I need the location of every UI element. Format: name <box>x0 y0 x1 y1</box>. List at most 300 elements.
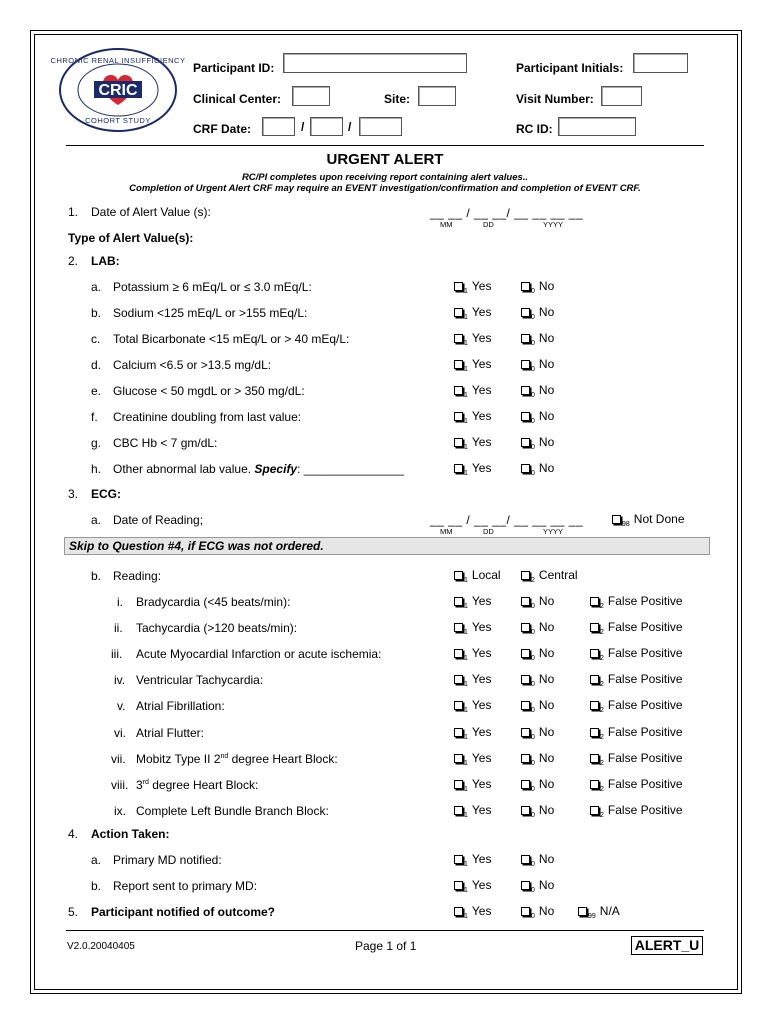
svg-text:CRIC: CRIC <box>98 82 138 99</box>
no-option[interactable] <box>521 646 554 662</box>
lab-item-label: Total Bicarbonate <15 mEq/L or > 40 mEq/L: <box>113 332 350 346</box>
q3a-label: Date of Reading; <box>113 513 204 527</box>
checkbox-icon[interactable] <box>454 412 463 421</box>
yes-option[interactable] <box>454 777 491 793</box>
option-label: False Positive <box>607 672 683 687</box>
yes-option[interactable] <box>454 725 491 741</box>
q1-label: Date of Alert Value (s): <box>91 205 211 219</box>
checkbox-icon[interactable] <box>612 515 621 524</box>
option-code: 0 <box>531 655 535 663</box>
option-code: 0 <box>531 811 535 819</box>
option-code: 0 <box>531 887 535 894</box>
ecg-item-label: Ventricular Tachycardia: <box>136 673 264 688</box>
checkbox-icon[interactable] <box>454 623 463 632</box>
checkbox-icon[interactable] <box>454 308 463 317</box>
no-option[interactable] <box>521 305 554 321</box>
option-label: No <box>538 904 555 918</box>
skip-instruction-bar <box>64 537 710 555</box>
yes-option[interactable] <box>454 852 491 868</box>
checkbox-icon[interactable] <box>521 308 530 317</box>
ecg-item-text: 3 <box>136 777 143 792</box>
q1-number: 1. <box>68 205 79 219</box>
option-code: 2 <box>531 577 535 584</box>
ecg-item-numeral: ii. <box>114 621 123 636</box>
no-option[interactable] <box>521 751 554 767</box>
option-code: 0 <box>531 861 535 868</box>
svg-text:CHRONIC RENAL INSUFFICIENCY: CHRONIC RENAL INSUFFICIENCY <box>50 56 186 65</box>
type-heading: Type of Alert Value(s): <box>68 231 194 245</box>
checkbox-icon[interactable] <box>454 754 463 763</box>
form-title: URGENT ALERT <box>326 151 444 168</box>
checkbox-icon[interactable] <box>454 806 463 815</box>
option-label: No <box>538 852 555 866</box>
checkbox-icon[interactable] <box>454 907 463 916</box>
checkbox-icon[interactable] <box>454 438 463 447</box>
page-number: Page 1 of 1 <box>355 939 417 953</box>
participant-initials-label: Participant Initials: <box>516 61 624 75</box>
ecg-item-label: Tachycardia (>120 beats/min): <box>136 621 298 636</box>
ecg-item-numeral: vii. <box>111 751 126 766</box>
q4a-letter: a. <box>91 853 102 867</box>
checkbox-icon[interactable] <box>521 386 530 395</box>
option-code: 1 <box>464 733 468 741</box>
no-option[interactable] <box>521 803 554 819</box>
option-label: Yes <box>471 305 492 319</box>
date-yyyy-label: YYYY <box>543 527 564 536</box>
checkbox-icon[interactable] <box>521 907 530 916</box>
checkbox-icon[interactable] <box>521 360 530 369</box>
option-code: 0 <box>531 759 535 767</box>
option-code: 2 <box>600 811 604 819</box>
lab-item-letter: e. <box>91 384 102 398</box>
checkbox-icon[interactable] <box>454 282 463 291</box>
lab-item-letter: g. <box>91 436 102 450</box>
checkbox-icon[interactable] <box>590 675 599 684</box>
option-label: No <box>538 331 555 345</box>
no-option[interactable] <box>521 904 554 920</box>
ecg-item-numeral: ix. <box>114 803 126 818</box>
yes-option[interactable] <box>454 594 491 610</box>
no-option[interactable] <box>521 435 554 451</box>
option-code: 1 <box>464 418 468 425</box>
lab-item-letter: c. <box>91 332 101 346</box>
false-positive-option[interactable] <box>590 646 683 662</box>
option-label: Yes <box>471 409 492 423</box>
option-code: 2 <box>600 603 604 610</box>
option-code: 0 <box>531 366 535 373</box>
ecg-item-numeral: i. <box>117 595 123 609</box>
option-label: False Positive <box>607 698 683 713</box>
date-slash: / <box>348 120 352 134</box>
checkbox-icon[interactable] <box>454 571 463 580</box>
option-code: 0 <box>531 629 535 637</box>
option-code: 1 <box>464 913 468 920</box>
option-code: 99 <box>588 913 596 920</box>
instruction-note-1: RC/PI completes upon receiving report containing alert values.. <box>241 172 529 183</box>
checkbox-icon[interactable] <box>454 780 463 789</box>
option-code: 1 <box>464 314 468 321</box>
date-yyyy-label: YYYY <box>543 220 564 229</box>
alert-date-field[interactable]: __ __ / __ __/ __ __ __ __ <box>430 206 584 220</box>
checkbox-icon[interactable] <box>521 282 530 291</box>
crf-date-day-field[interactable] <box>310 117 343 136</box>
q4-label: Action Taken: <box>91 827 170 841</box>
date-mm-label: MM <box>440 527 453 536</box>
date-dd-label: DD <box>483 527 494 536</box>
checkbox-icon[interactable] <box>578 907 587 916</box>
checkbox-icon[interactable] <box>521 334 530 343</box>
option-code: 2 <box>600 759 604 767</box>
no-option[interactable] <box>521 279 554 295</box>
q5-number: 5. <box>68 905 79 919</box>
option-code: 1 <box>464 366 468 373</box>
yes-option[interactable] <box>454 904 491 920</box>
lab-item-text: Other abnormal lab value. <box>113 462 252 476</box>
no-option[interactable] <box>521 383 554 399</box>
checkbox-icon[interactable] <box>454 597 463 606</box>
option-label: No <box>538 672 555 687</box>
false-positive-option[interactable] <box>590 803 683 819</box>
option-label: Yes <box>471 620 492 635</box>
no-option[interactable] <box>521 409 554 425</box>
option-label: Yes <box>471 331 492 345</box>
option-code: 0 <box>531 418 535 425</box>
option-label: Yes <box>471 878 492 892</box>
option-code: 0 <box>531 392 535 399</box>
option-code: 2 <box>600 655 604 663</box>
false-positive-option[interactable] <box>590 594 683 610</box>
ecg-item-text: degree Heart Block: <box>148 777 259 792</box>
checkbox-icon[interactable] <box>521 754 530 763</box>
option-code: 2 <box>600 785 604 793</box>
option-label: Not Done <box>633 512 685 526</box>
yes-option[interactable] <box>454 751 491 767</box>
na-option[interactable] <box>578 904 620 920</box>
no-option[interactable] <box>521 698 554 714</box>
svg-text:COHORT STUDY: COHORT STUDY <box>85 116 151 125</box>
option-code: 98 <box>622 521 630 528</box>
crf-date-year-field[interactable] <box>359 117 402 136</box>
option-label: No <box>538 435 555 449</box>
checkbox-icon[interactable] <box>521 780 530 789</box>
no-option[interactable] <box>521 878 554 894</box>
participant-id-field[interactable] <box>283 53 467 73</box>
lab-item-label <box>113 462 404 476</box>
option-label: Yes <box>471 750 492 765</box>
date-dd-label: DD <box>483 220 494 229</box>
option-code: 2 <box>600 629 604 637</box>
option-code: 0 <box>531 681 535 689</box>
option-label: No <box>538 594 555 608</box>
option-code: 0 <box>531 733 535 741</box>
false-positive-option[interactable] <box>590 620 683 636</box>
yes-option[interactable] <box>454 279 491 295</box>
q2-number: 2. <box>68 254 79 268</box>
yes-option[interactable] <box>454 435 491 451</box>
q3b-letter: b. <box>91 569 102 583</box>
yes-option[interactable] <box>454 409 491 425</box>
checkbox-icon[interactable] <box>454 464 463 473</box>
checkbox-icon[interactable] <box>590 649 599 658</box>
no-option[interactable] <box>521 331 554 347</box>
option-code: 1 <box>464 444 468 451</box>
option-code: 1 <box>464 707 468 715</box>
option-code: 1 <box>464 577 468 584</box>
checkbox-icon[interactable] <box>454 649 463 658</box>
option-label: N/A <box>599 904 620 918</box>
option-code: 0 <box>531 340 535 347</box>
no-option[interactable] <box>521 461 554 477</box>
option-code: 2 <box>600 733 604 741</box>
option-label: Yes <box>471 594 492 608</box>
false-positive-option[interactable] <box>590 672 683 688</box>
option-code: 1 <box>464 470 468 477</box>
option-code: 0 <box>531 470 535 477</box>
ecg-item-label: Atrial Flutter: <box>136 725 205 740</box>
ecg-item-numeral: vi. <box>114 725 126 740</box>
option-label: Yes <box>471 435 492 449</box>
lab-item-letter: d. <box>91 358 102 372</box>
q5-label: Participant notified of outcome? <box>91 905 276 919</box>
option-label: Yes <box>471 904 492 918</box>
option-label: Yes <box>471 724 492 739</box>
option-label: False Positive <box>607 750 683 765</box>
option-code: 1 <box>464 681 468 689</box>
option-code: 1 <box>464 655 468 663</box>
q2-label: LAB: <box>91 254 120 268</box>
yes-option[interactable] <box>454 803 491 819</box>
option-label: Local <box>471 568 501 582</box>
checkbox-icon[interactable] <box>454 360 463 369</box>
q4-number: 4. <box>68 827 79 841</box>
ecg-item-label: Complete Left Bundle Branch Block: <box>136 803 329 818</box>
option-label: No <box>538 698 555 713</box>
checkbox-icon[interactable] <box>454 675 463 684</box>
option-label: No <box>538 724 555 739</box>
yes-option[interactable] <box>454 646 491 662</box>
no-option[interactable] <box>521 594 554 610</box>
ecg-item-label: Atrial Fibrillation: <box>136 699 225 714</box>
ecg-item-text: Mobitz Type II 2 <box>136 751 221 766</box>
option-label: No <box>538 878 555 892</box>
option-label: No <box>538 383 555 397</box>
no-option[interactable] <box>521 852 554 868</box>
option-code: 1 <box>464 629 468 637</box>
ecg-not-done-option[interactable] <box>612 512 685 528</box>
checkbox-icon[interactable] <box>590 597 599 606</box>
checkbox-icon[interactable] <box>590 754 599 763</box>
lab-item-label: Calcium <6.5 or >13.5 mg/dL: <box>113 358 272 372</box>
site-label: Site: <box>384 92 411 106</box>
checkbox-icon[interactable] <box>454 334 463 343</box>
checkbox-icon[interactable] <box>521 728 530 737</box>
checkbox-icon[interactable] <box>454 881 463 890</box>
option-code: 2 <box>600 681 604 689</box>
visit-number-field[interactable] <box>601 86 642 106</box>
option-label: Yes <box>471 776 492 791</box>
skip-instruction: Skip to Question #4, if ECG was not ordered. <box>69 539 324 553</box>
instruction-note-2: Completion of Urgent Alert CRF may require an EVENT investigation/confirmation and completion of EVENT CRF. <box>129 183 641 194</box>
lab-item-label: Creatinine doubling from last value: <box>113 410 302 424</box>
ecg-date-field[interactable]: __ __ / __ __/ __ __ __ __ <box>430 513 584 527</box>
checkbox-icon[interactable] <box>454 855 463 864</box>
lab-item-letter: h. <box>91 462 102 476</box>
yes-option[interactable] <box>454 383 491 399</box>
footer-divider <box>66 930 704 931</box>
ecg-item-label <box>136 752 338 766</box>
option-code: 1 <box>464 288 468 295</box>
site-field[interactable] <box>418 86 456 106</box>
checkbox-icon[interactable] <box>590 623 599 632</box>
option-code: 2 <box>600 707 604 715</box>
checkbox-icon[interactable] <box>454 728 463 737</box>
option-code: 0 <box>531 707 535 715</box>
checkbox-icon[interactable] <box>521 438 530 447</box>
option-label: False Positive <box>607 646 683 661</box>
specify-label: Specify <box>254 462 298 476</box>
ecg-item-text: degree Heart Block: <box>228 751 338 766</box>
no-option[interactable] <box>521 620 554 636</box>
checkbox-icon[interactable] <box>521 412 530 421</box>
version-label: V2.0.20040405 <box>67 941 135 952</box>
yes-option[interactable] <box>454 672 491 688</box>
crf-date-label: CRF Date: <box>193 122 252 136</box>
option-code: 1 <box>464 759 468 767</box>
checkbox-icon[interactable] <box>521 881 530 890</box>
option-label: No <box>538 620 555 635</box>
option-label: No <box>538 279 555 293</box>
option-label: Yes <box>471 357 492 371</box>
checkbox-icon[interactable] <box>521 597 530 606</box>
option-code: 1 <box>464 861 468 868</box>
option-label: No <box>538 750 555 765</box>
q4b-label: Report sent to primary MD: <box>113 879 258 893</box>
checkbox-icon[interactable] <box>521 701 530 710</box>
option-label: Yes <box>471 698 492 713</box>
option-label: Yes <box>471 279 492 293</box>
yes-option[interactable] <box>454 331 491 347</box>
option-label: No <box>538 646 555 661</box>
form-code-badge: ALERT_U <box>631 936 703 955</box>
lab-item-letter: a. <box>91 280 102 294</box>
lab-item-letter: b. <box>91 306 102 320</box>
rc-id-label: RC ID: <box>516 122 553 136</box>
option-label: False Positive <box>607 802 683 817</box>
option-code: 1 <box>464 887 468 894</box>
option-label: False Positive <box>607 724 683 739</box>
option-label: No <box>538 776 555 791</box>
option-code: 0 <box>531 288 535 295</box>
option-label: Yes <box>471 852 492 866</box>
option-code: 0 <box>531 444 535 451</box>
no-option[interactable] <box>521 725 554 741</box>
checkbox-icon[interactable] <box>590 780 599 789</box>
lab-item-label: Sodium <125 mEq/L or >155 mEq/L: <box>113 306 308 320</box>
option-label: Yes <box>471 383 492 397</box>
yes-option[interactable] <box>454 620 491 636</box>
cric-logo <box>50 47 186 133</box>
option-code: 0 <box>531 913 535 920</box>
clinical-center-field[interactable] <box>292 86 330 106</box>
false-positive-option[interactable] <box>590 698 683 714</box>
reading-central-option[interactable] <box>521 568 578 584</box>
yes-option[interactable] <box>454 878 491 894</box>
participant-initials-field[interactable] <box>633 53 688 73</box>
q3b-label: Reading: <box>113 569 162 583</box>
option-label: False Positive <box>607 620 683 635</box>
option-code: 0 <box>531 603 535 610</box>
option-code: 1 <box>464 785 468 793</box>
option-label: Central <box>538 568 578 582</box>
q3-number: 3. <box>68 487 79 501</box>
option-label: False Positive <box>607 776 683 791</box>
checkbox-icon[interactable] <box>454 386 463 395</box>
checkbox-icon[interactable] <box>590 701 599 710</box>
ecg-item-numeral: v. <box>117 699 126 714</box>
checkbox-icon[interactable] <box>521 571 530 580</box>
option-label: Yes <box>471 802 492 817</box>
yes-option[interactable] <box>454 698 491 714</box>
option-label: Yes <box>471 646 492 661</box>
checkbox-icon[interactable] <box>521 806 530 815</box>
participant-id-label: Participant ID: <box>193 61 275 75</box>
option-code: 0 <box>531 314 535 321</box>
yes-option[interactable] <box>454 357 491 373</box>
no-option[interactable] <box>521 777 554 793</box>
yes-option[interactable] <box>454 461 491 477</box>
checkbox-icon[interactable] <box>521 855 530 864</box>
ecg-item-label <box>136 778 258 792</box>
no-option[interactable] <box>521 672 554 688</box>
lab-item-label: CBC Hb < 7 gm/dL: <box>113 436 218 450</box>
crf-date-month-field[interactable] <box>262 117 295 136</box>
q3a-letter: a. <box>91 513 102 527</box>
date-slash: / <box>301 120 305 134</box>
reading-local-option[interactable] <box>454 568 501 584</box>
option-label: Yes <box>471 461 492 475</box>
lab-item-label: Glucose < 50 mgdL or > 350 mg/dL: <box>113 384 305 398</box>
checkbox-icon[interactable] <box>521 675 530 684</box>
option-code: 1 <box>464 340 468 347</box>
checkbox-icon[interactable] <box>590 728 599 737</box>
header-divider <box>66 145 704 146</box>
ecg-item-numeral: viii. <box>111 777 129 792</box>
rc-id-field[interactable] <box>558 117 636 136</box>
checkbox-icon[interactable] <box>454 701 463 710</box>
false-positive-option[interactable] <box>590 751 683 767</box>
ordinal-suffix: rd <box>142 778 149 786</box>
checkbox-icon[interactable] <box>590 806 599 815</box>
q4b-letter: b. <box>91 879 102 893</box>
no-option[interactable] <box>521 357 554 373</box>
visit-number-label: Visit Number: <box>516 92 594 106</box>
option-code: 1 <box>464 603 468 610</box>
checkbox-icon[interactable] <box>521 649 530 658</box>
yes-option[interactable] <box>454 305 491 321</box>
lab-item-label: Potassium ≥ 6 mEq/L or ≤ 3.0 mEq/L: <box>113 280 312 294</box>
checkbox-icon[interactable] <box>521 623 530 632</box>
option-code: 0 <box>531 785 535 793</box>
option-label: No <box>538 357 555 371</box>
specify-field[interactable]: : _______________ <box>297 462 404 476</box>
false-positive-option[interactable] <box>590 725 683 741</box>
option-label: No <box>538 409 555 423</box>
q4a-label: Primary MD notified: <box>113 853 222 867</box>
false-positive-option[interactable] <box>590 777 683 793</box>
option-label: No <box>538 461 555 475</box>
date-mm-label: MM <box>440 220 453 229</box>
checkbox-icon[interactable] <box>521 464 530 473</box>
